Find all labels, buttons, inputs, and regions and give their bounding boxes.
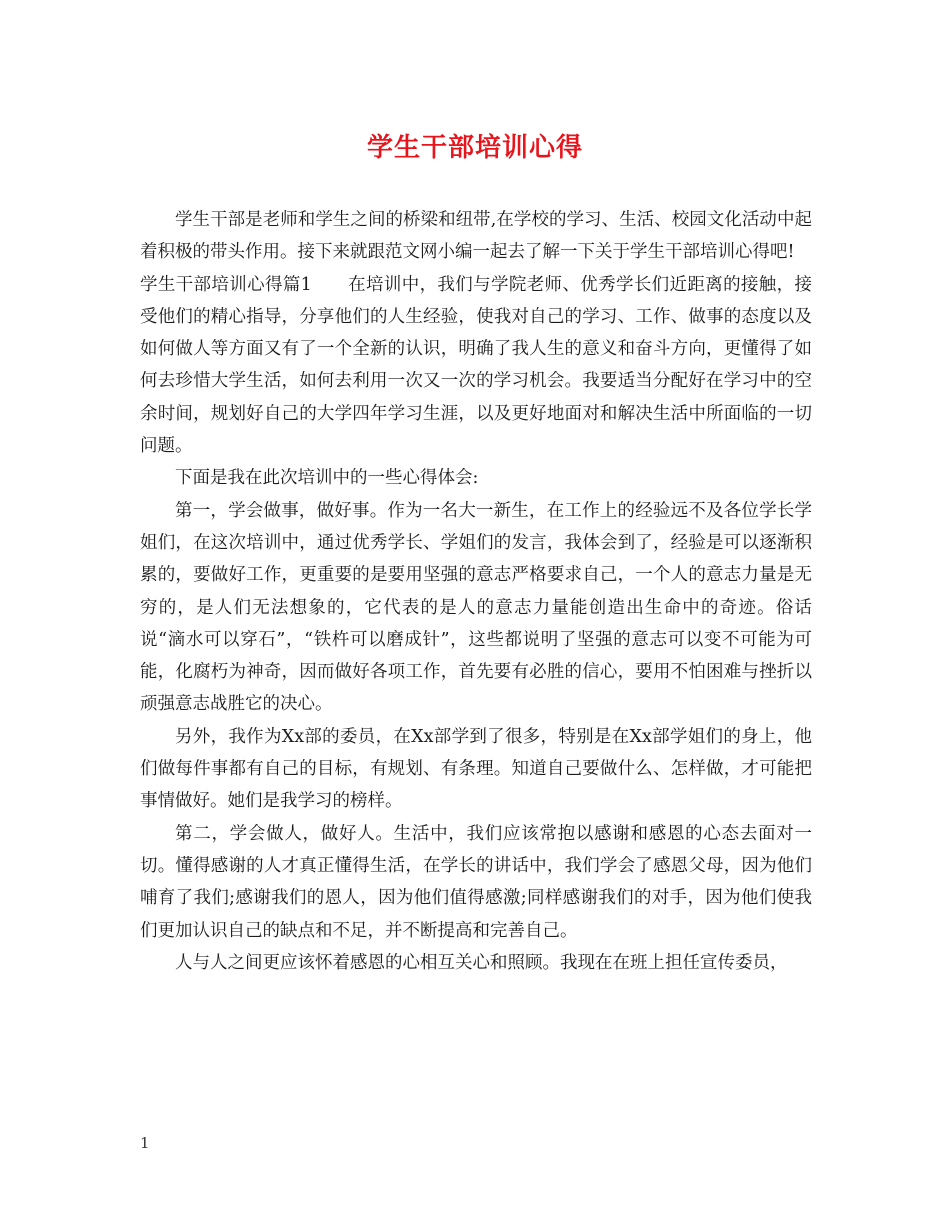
document-title: 学生干部培训心得: [366, 133, 583, 163]
section-1-heading: 学生干部培训心得篇1: [140, 274, 312, 295]
section-1-text: 在培训中，我们与学院老师、优秀学长们近距离的接触，接受他们的精心指导，分享他们的人生经验，使我对自己的学习、工作、做事的态度以及如何做人等方面又有了一个全新的认识，明确了我人生的意义和奋斗方向，更懂得了如何去珍惜大学生活，如何去利用一次又一次的学习机会。我要适当分配好在学习中的空余时间，规划好自己的大学四年学习生涯，以及更好地面对和解决生活中所面临的一切问题。: [140, 274, 812, 457]
first-point-paragraph: 第一，学会做事，做好事。作为一名大一新生，在工作上的经验远不及各位学长学姐们，在这次培训中，通过优秀学长、学姐们的发言，我体会到了，经验是可以逐渐积累的，要做好工作，更重要的是要用坚强的意志严格要求自己，一个人的意志力量是无穷的，是人们无法想象的，它代表的是人的意志力量能创造出生命中的奇迹。俗话说“滴水可以穿石”，“铁杵可以磨成针”，这些都说明了坚强的意志可以变不可能为可能，化腐朽为神奇，因而做好各项工作，首先要有必胜的信心，要用不怕困难与挫折以顽强意志战胜它的决心。: [140, 500, 812, 715]
document-body: [140, 204, 812, 979]
gratitude-paragraph: 人与人之间更应该怀着感恩的心相互关心和照顾。我现在在班上担任宣传委员，: [175, 952, 788, 973]
experience-intro-paragraph: 下面是我在此次培训中的一些心得体会:: [175, 468, 479, 489]
page-number: 1: [140, 1134, 150, 1152]
department-paragraph: 另外，我作为Xx部的委员，在Xx部学到了很多，特别是在Xx部学姐们的身上，他们做每件事都有自己的目标，有规划、有条理。知道自己要做什么、怎样做，才可能把事情做好。她们是我学习的榜样。: [140, 726, 812, 812]
section-1-paragraph: [140, 269, 812, 463]
second-point-paragraph: 第二，学会做人，做好人。生活中，我们应该常抱以感谢和感恩的心态去面对一切。懂得感谢的人才真正懂得生活，在学长的讲话中，我们学会了感恩父母，因为他们哺育了我们;感谢我们的恩人，因为他们值得感激;同样感谢我们的对手，因为他们使我们更加认识自己的缺点和不足，并不断提高和完善自己。: [140, 823, 812, 941]
intro-paragraph: 学生干部是老师和学生之间的桥梁和纽带,在学校的学习、生活、校园文化活动中起着积极的带头作用。接下来就跟范文网小编一起去了解一下关于学生干部培训心得吧!: [140, 210, 812, 263]
